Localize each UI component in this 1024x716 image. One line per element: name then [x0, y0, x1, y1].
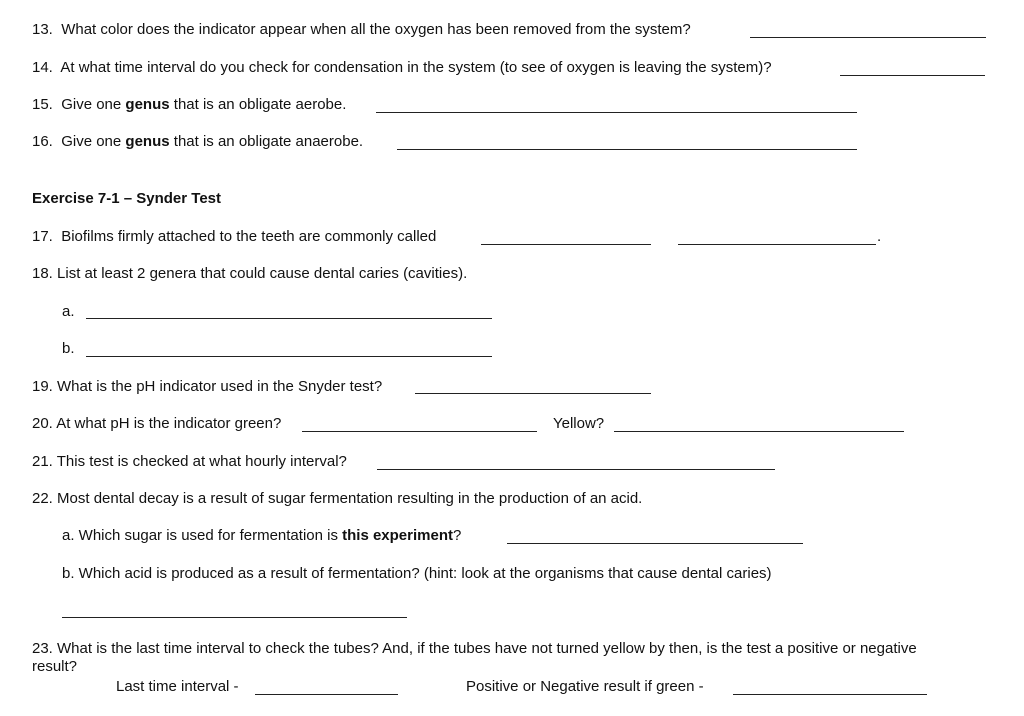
- question-20: 20. At what pH is the indicator green?: [32, 415, 282, 432]
- question-16-bold: genus: [125, 133, 170, 150]
- question-15-text-post: that is an obligate aerobe.: [169, 96, 347, 113]
- question-22: 22. Most dental decay is a result of sugar fermentation resulting in the production of an acid.: [32, 490, 643, 507]
- answer-blank-15[interactable]: [376, 112, 857, 113]
- question-17-period: .: [877, 228, 882, 245]
- question-16-text-pre: Give one: [61, 133, 126, 150]
- answer-blank-22a[interactable]: [507, 543, 803, 544]
- question-15-text-pre: Give one: [61, 96, 126, 113]
- question-14: [32, 59, 772, 77]
- question-22a-bold: this experiment: [342, 527, 453, 544]
- answer-blank-18a[interactable]: [86, 318, 492, 319]
- question-22b: b. Which acid is produced as a result of fermentation? (hint: look at the organisms that cause dental caries): [62, 565, 772, 582]
- question-13-number: 13.: [32, 21, 53, 38]
- question-15-number: 15.: [32, 96, 53, 113]
- question-16-text-post: that is an obligate anaerobe.: [169, 133, 364, 150]
- question-14-number: 14.: [32, 59, 53, 76]
- question-13-text: What color does the indicator appear when all the oxygen has been removed from the system?: [61, 21, 691, 38]
- last-time-interval-label: Last time interval -: [116, 678, 239, 695]
- question-17-text: Biofilms firmly attached to the teeth are commonly called: [61, 228, 437, 245]
- result-label: Positive or Negative result if green -: [466, 678, 704, 695]
- answer-blank-23-interval[interactable]: [255, 694, 398, 695]
- question-14-text: At what time interval do you check for condensation in the system (to see of oxygen is leaving the system)?: [60, 59, 772, 76]
- answer-blank-18b[interactable]: [86, 356, 492, 357]
- answer-blank-19[interactable]: [415, 393, 651, 394]
- question-22a-text-post: ?: [453, 527, 462, 544]
- answer-blank-20-green[interactable]: [302, 431, 537, 432]
- question-20-yellow-label: Yellow?: [553, 415, 605, 432]
- question-22a: [62, 527, 461, 545]
- answer-blank-22b[interactable]: [62, 617, 407, 618]
- answer-blank-14[interactable]: [840, 75, 985, 76]
- question-17: [32, 228, 436, 246]
- answer-blank-20-yellow[interactable]: [614, 431, 904, 432]
- question-15-bold: genus: [125, 96, 170, 113]
- answer-blank-21[interactable]: [377, 469, 775, 470]
- question-22a-text-pre: a. Which sugar is used for fermentation is: [62, 527, 343, 544]
- answer-blank-23-result[interactable]: [733, 694, 927, 695]
- question-16-number: 16.: [32, 133, 53, 150]
- question-23-line1: 23. What is the last time interval to check the tubes? And, if the tubes have not turned yellow by then, is the test a positive or negative: [32, 640, 917, 657]
- answer-blank-17a[interactable]: [481, 244, 651, 245]
- question-16: [32, 133, 363, 151]
- question-18-label-a: a.: [62, 303, 75, 320]
- question-21: 21. This test is checked at what hourly interval?: [32, 453, 347, 470]
- question-19: 19. What is the pH indicator used in the Snyder test?: [32, 378, 383, 395]
- question-18-label-b: b.: [62, 340, 75, 357]
- question-17-number: 17.: [32, 228, 53, 245]
- question-15: [32, 96, 346, 114]
- answer-blank-17b[interactable]: [678, 244, 876, 245]
- answer-blank-16[interactable]: [397, 149, 857, 150]
- question-23-line2: result?: [32, 658, 78, 675]
- answer-blank-13[interactable]: [750, 37, 986, 38]
- question-18: 18. List at least 2 genera that could cause dental caries (cavities).: [32, 265, 468, 282]
- question-13: [32, 21, 691, 39]
- section-heading: Exercise 7-1 – Synder Test: [32, 190, 221, 207]
